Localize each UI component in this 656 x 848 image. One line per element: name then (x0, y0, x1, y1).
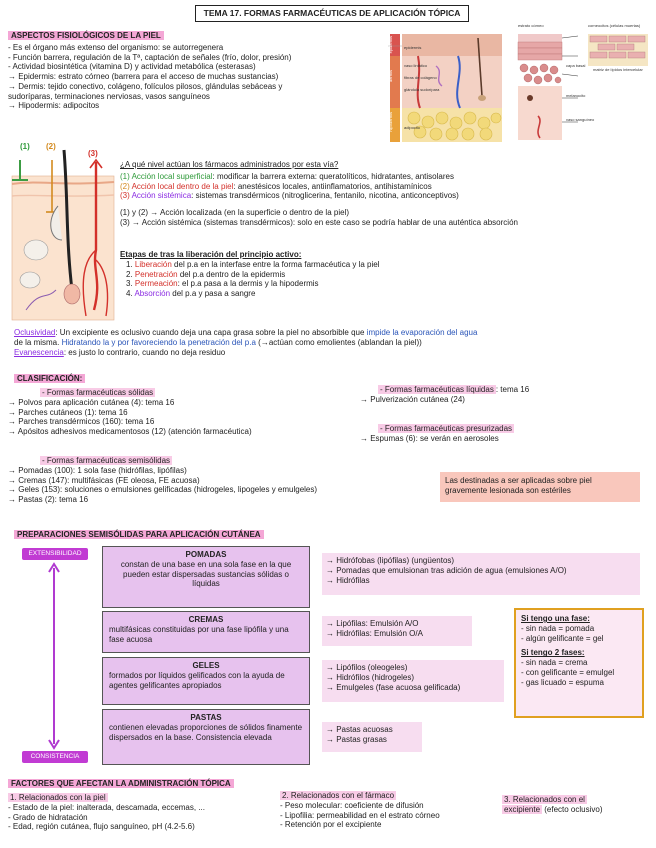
physiology-line: → Epidermis: estrato córneo (barrera para el acceso de muchas sustancias) (8, 72, 279, 81)
skin-label: estrato córneo (518, 23, 544, 28)
prep-box-cremas (102, 611, 310, 653)
release-heading: Etapas de tras la liberación del principio activo: (120, 250, 302, 259)
factors-drug: 2. Relacionados con el fármaco - Peso molecular: coeficiente de difusión - Lipofilia: permeabilidad en el estrato córneo - Retención por el excipiente (280, 791, 440, 830)
release-step: 4. Absorción del p.a y pasa a sangre (126, 289, 256, 298)
skin-label: vaso sanguíneo (566, 117, 595, 122)
semisolid-heading: - Formas farmacéuticas semisólidas (42, 456, 171, 465)
prep-title: GELES (192, 661, 220, 670)
factors-col-heading: 1. Relacionados con la piel (10, 793, 106, 802)
skin-label: melanocito (566, 93, 586, 98)
factors-col-heading: 2. Relacionados con el fármaco (282, 791, 395, 800)
prep-title: CREMAS (188, 615, 224, 624)
factors-excipient: 3. Relacionados con el excipiente (efecto oclusivo) (504, 795, 603, 814)
physiology-line: → Dermis: tejido conectivo, colágeno, folículos pilosos, glándulas sebáceas y (8, 81, 283, 91)
factors-col-heading: 3. Relacionados con el (504, 795, 585, 804)
diagram-label-3: (3) (88, 149, 98, 158)
action-question: ¿A qué nivel actúan los fármacos administrados por esta vía? (120, 160, 339, 169)
skin-label: fibras de colágeno (404, 75, 437, 80)
pressurized-item: → Espumas (6): se verán en aerosoles (360, 433, 499, 443)
solid-item: → Apósitos adhesivos medicamentosos (12) (atención farmacéutica) (8, 427, 252, 436)
action-note: (3) → Acción sistémica (sistemas transdérmicos): solo en este caso se podría hablar de una auténtica absorción (120, 217, 518, 227)
skin-cross-section-image (388, 23, 650, 144)
phase-rules-bubble: Si tengo una fase: - sin nada = pomada - algún gelificante = gel Si tengo 2 fases: - sin nada = crema - con gelificante = emulgel - gas licuado = espuma (514, 608, 644, 718)
solid-forms (8, 388, 358, 437)
action-item: (3) Acción sistémica: sistemas transdérmicos (nitroglicerina, fentanilo, nicotina, anticonceptivos) (120, 191, 459, 201)
liquid-forms (360, 385, 650, 405)
skin-label: epidermis (404, 45, 422, 50)
prep-text: constan de una base en una sola fase en la que pueden estar dispersadas sustancias sólidas o líquidas (120, 559, 292, 589)
physiology-line: - Actividad biosintética (vitamina D) y actividad metabólica (esterasas) (8, 62, 256, 72)
liquid-heading: - Formas farmacéuticas líquidas (380, 385, 494, 394)
release-step: 2. Penetración del p.a dentro de la epidermis (126, 269, 286, 279)
solid-heading: - Formas farmacéuticas sólidas (42, 388, 154, 397)
action-note: (1) y (2) → Acción localizada (en la superficie o dentro de la piel) (120, 208, 349, 217)
skin-label: adipocito (404, 125, 421, 130)
prep-types-pomadas: → Hidrófobas (lipófilas) (ungüentos) → Pomadas que emulsionan tras adición de agua (emulsiones A/O) → Hidrófilas (322, 553, 640, 595)
physiology-line: - Es el órgano más extenso del organismo: se autorregenera (8, 42, 224, 52)
preparations-heading: PREPARACIONES SEMISÓLIDAS PARA APLICACIÓN CUTÁNEA (14, 530, 264, 540)
phase-heading: Si tengo una fase: (521, 614, 590, 623)
extensibility-badge: EXTENSIBILIDAD (22, 548, 88, 560)
skin-label: corneocitos (células muertas) (588, 23, 641, 28)
semisolid-forms (8, 456, 438, 505)
factors-skin: 1. Relacionados con la piel - Estado de la piel: inalterada, descamada, eccemas, ... - Grado de hidratación - Edad, región cutánea, flujo sanguíneo, pH (4.2-5.6) (8, 793, 205, 832)
skin-label: glándula sudorípara (404, 87, 440, 92)
classification-heading: CLASIFICACIÓN: (14, 374, 85, 384)
diagram-label-1: (1) (20, 142, 30, 151)
prep-text: contienen elevadas proporciones de sólidos finamente dispersados en la base. Consistencia elevada (109, 722, 303, 742)
prep-title: POMADAS (185, 550, 227, 559)
pressurized-forms (360, 424, 650, 444)
diagram-label-2: (2) (46, 142, 56, 151)
release-step: 3. Permeación: el p.a pasa a la dermis y la hipodermis (126, 279, 319, 289)
physiology-line: → Hipodermis: adipocitos (8, 101, 100, 111)
skin-label: capa basal (566, 63, 586, 68)
occlusivity-line: Oclusividad: Un excipiente es oclusivo cuando deja una capa grasa sobre la piel no absorbible que impide la evaporación del agua (14, 328, 478, 337)
layer-label: hipodermis (388, 112, 393, 132)
occlusivity-section (14, 328, 644, 357)
page-title: TEMA 17. FORMAS FARMACÉUTICAS DE APLICACIÓN TÓPICA (195, 5, 469, 22)
layer-label: dermis (388, 70, 393, 83)
liquid-suffix: : tema 16 (495, 385, 530, 394)
action-section (120, 160, 650, 228)
pressurized-heading: - Formas farmacéuticas presurizadas (380, 424, 513, 433)
factors-heading: FACTORES QUE AFECTAN LA ADMINISTRACIÓN TÓPICA (8, 779, 234, 789)
semisolid-item: → Geles (153): soluciones o emulsiones gelificadas (hidrogeles, lipogeles y emulgeles) (8, 485, 318, 495)
prep-types-cremas: → Lipófilas: Emulsión A/O → Hidrófilas: Emulsión O/A (322, 616, 472, 646)
prep-text: formados por líquidos gelificados con la ayuda de agentes gelificantes apropiados (109, 670, 285, 690)
action-item: (1) Acción local superficial: modificar la barrera externa: queratolíticos, hidratantes, antisolares (120, 171, 454, 181)
solid-item: → Parches cutáneos (1): tema 16 (8, 407, 128, 417)
skin-label: matriz de lípidos intercelular (593, 67, 643, 72)
evanescence-line: Evanescencia: es justo lo contrario, cuando no deja residuo (14, 347, 226, 357)
extensibility-consistency-arrow (47, 562, 61, 750)
semisolid-item: → Cremas (147): multifásicas (FE oleosa, FE acuosa) (8, 475, 200, 485)
hair-follicle-diagram (6, 140, 118, 322)
physiology-heading: ASPECTOS FISIOLÓGICOS DE LA PIEL (8, 31, 164, 40)
consistency-badge: CONSISTENCIA (22, 751, 88, 763)
prep-text: multifásicas constituidas por una fase lipófila y una fase acuosa (109, 624, 289, 644)
solid-item: → Polvos para aplicación cutánea (4): tema 16 (8, 397, 175, 407)
layer-label: epidermis (388, 36, 393, 54)
physiology-line: - Función barrera, regulación de la Tª, captación de señales (frío, dolor, presión) (8, 52, 292, 62)
physiology-line: sudoríparas, terminaciones nerviosas, vasos sanguíneos (8, 91, 210, 101)
sterile-note: Las destinadas a ser aplicadas sobre piel gravemente lesionada son estériles (440, 472, 640, 502)
occlusivity-line: de la misma. Hidratando la y por favoreciendo la penetración del p.a (→actúan como emolientes (ablandan la piel)) (14, 337, 422, 347)
semisolid-item: → Pastas (2): tema 16 (8, 495, 89, 504)
skin-label: vaso linfático (404, 63, 428, 68)
prep-types-geles: → Lipófilos (oleogeles) → Hidrófilos (hidrogeles) → Emulgeles (fase acuosa gelificada) (322, 660, 504, 702)
semisolid-item: → Pomadas (100): 1 sola fase (hidrófilas, lipófilas) (8, 465, 187, 475)
release-section (120, 250, 650, 299)
physiology-section (8, 31, 388, 111)
phase-heading: Si tengo 2 fases: (521, 648, 585, 658)
release-step: 1. Liberación del p.a en la interfase entre la forma farmacéutica y la piel (126, 259, 380, 269)
solid-item: → Parches transdérmicos (160): tema 16 (8, 417, 155, 427)
prep-box-pastas (102, 709, 310, 765)
prep-box-geles (102, 657, 310, 705)
liquid-item: → Pulverización cutánea (24) (360, 394, 465, 404)
prep-title: PASTAS (190, 713, 222, 722)
prep-box-pomadas (102, 546, 310, 608)
action-item: (2) Acción local dentro de la piel: anestésicos locales, antiinflamatorios, antihistamínicos (120, 181, 432, 191)
prep-types-pastas: → Pastas acuosas → Pastas grasas (322, 722, 422, 752)
